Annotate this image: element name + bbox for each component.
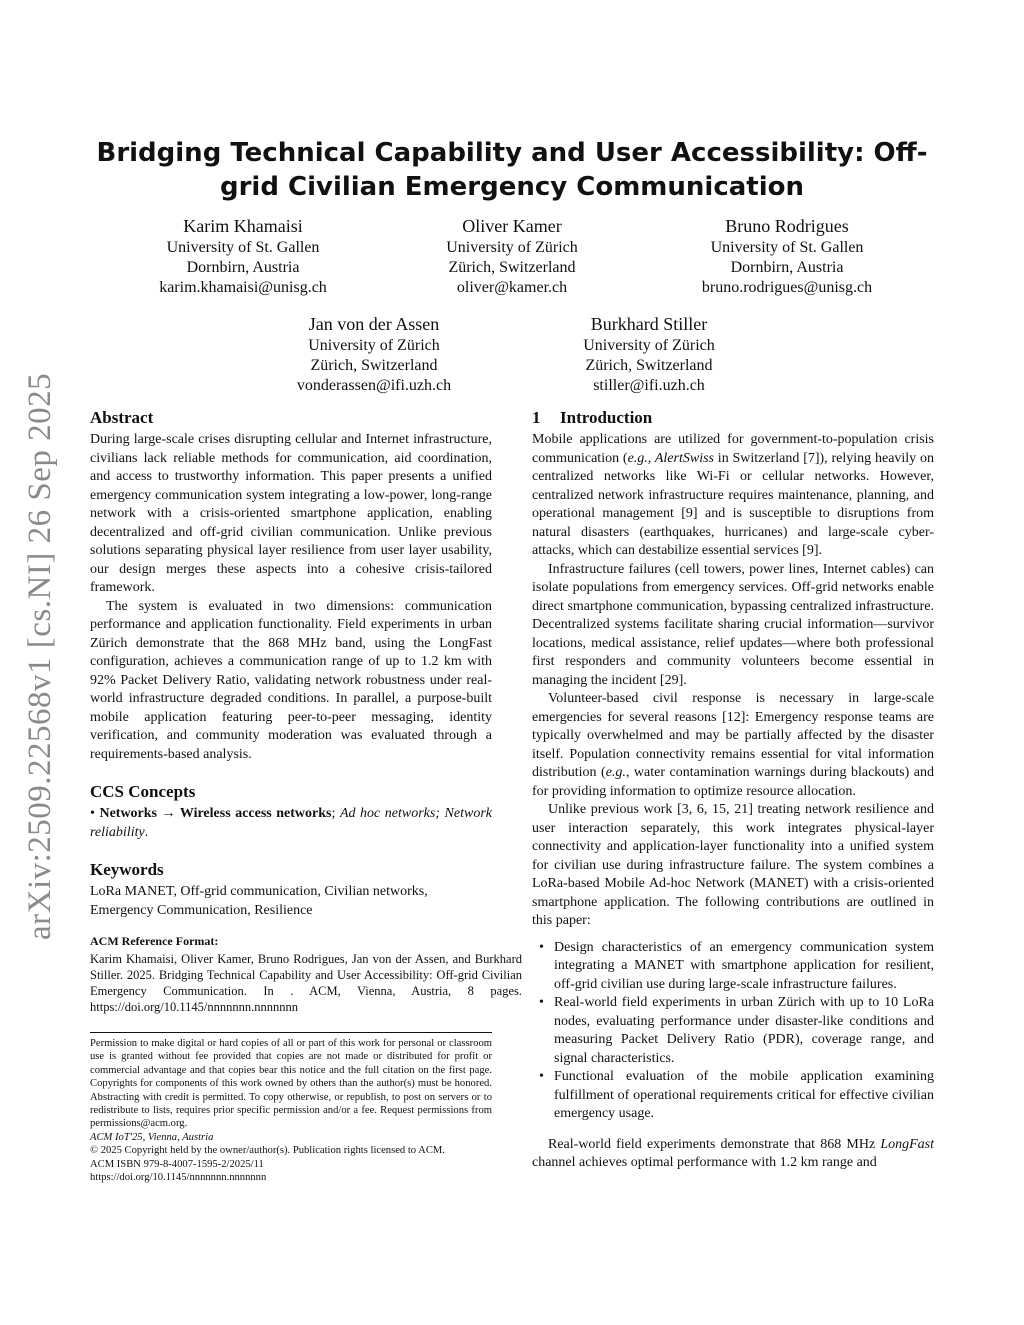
ccs-end: . bbox=[144, 824, 149, 840]
author-email: karim.khamaisi@unisg.ch bbox=[159, 279, 327, 296]
section-number: 1 bbox=[532, 408, 541, 427]
intro-paragraph: Infrastructure failures (cell towers, power lines, Internet cables) can isolate populations from emergency services. Off-grid networks enable direct smartphone communication, bypassing centralized infrastructure. Decentralized systems facilitate sharing crucial information—survivor locations, medical assistance, relief updates—where both professional first responders and community volunteers become essential in managing the incident [29]. bbox=[532, 561, 934, 688]
author-block bbox=[93, 215, 393, 298]
intro-paragraph bbox=[532, 690, 934, 801]
introduction-heading bbox=[532, 408, 934, 428]
copyright-line: © 2025 Copyright held by the owner/author(s). Publication rights licensed to ACM. bbox=[90, 1145, 445, 1157]
author-affiliation: University of St. Gallen bbox=[166, 239, 320, 256]
author-block bbox=[224, 313, 524, 396]
text-run: Volunteer-based civil response is necessary in large-scale emergencies for several reasons [12]: Emergency response teams are typically overwhelmed and may be partially affected by the disaster itself. Population connectivity remains essential for vital information distribution ( bbox=[532, 691, 934, 780]
intro-paragraph bbox=[532, 431, 934, 561]
text-run: LongFast bbox=[880, 1136, 934, 1152]
author-email: oliver@kamer.ch bbox=[456, 279, 568, 296]
text-run: e.g., AlertSwiss bbox=[627, 450, 714, 466]
isbn-line: ACM ISBN 979-8-4007-1595-2/2025/11 bbox=[90, 1158, 264, 1170]
author-name: Jan von der Assen bbox=[308, 314, 440, 334]
text-run: , water contamination warnings during blackouts) and for providing information to optimize resource allocation. bbox=[532, 765, 934, 799]
author-location: Dornbirn, Austria bbox=[730, 259, 844, 276]
author-name: Bruno Rodrigues bbox=[725, 216, 849, 236]
permission-text: Permission to make digital or hard copies of all or part of this work for personal or classroom use is granted without fee provided that copies are not made or distributed for profit or commercial advantage and that copies bear this notice and the full citation on the first page. Copyrights for components of this work owned by others than the author(s) must be honored. Abstracting with credit is permitted. To copy otherwise, or republish, to post on servers or to redistribute to lists, requires prior specific permission and/or a fee. Request permissions from permissions@acm.org. bbox=[90, 1038, 492, 1130]
conference-venue: ACM IoT'25, Vienna, Austria bbox=[90, 1131, 214, 1143]
author-name: Burkhard Stiller bbox=[590, 314, 708, 334]
acm-reference bbox=[90, 934, 522, 1015]
author-affiliation: University of Zürich bbox=[583, 337, 715, 354]
abstract-paragraph: The system is evaluated in two dimensions: communication performance and application functionality. Field experiments in urban Zürich demonstrate that the 868 MHz band, using the LongFast configuration, achieves a communication range of up to 1.2 km with 92% Packet Delivery Ratio, validating network robustness under real-world infrastructure degraded conditions. In parallel, a purpose-built mobile application featuring peer-to-peer messaging, identity verification, and community moderation was evaluated through a requirements-based analysis. bbox=[90, 598, 492, 762]
author-affiliation: University of Zürich bbox=[308, 337, 440, 354]
author-name: Karim Khamaisi bbox=[183, 216, 303, 236]
text-run: channel achieves optimal performance with 1.2 km range and bbox=[532, 1155, 877, 1170]
arxiv-identifier: arXiv:2509.22568v1 [cs.NI] 26 Sep 2025 bbox=[22, 372, 58, 940]
abstract-paragraph: During large-scale crises disrupting cellular and Internet infrastructure, civilians lack reliable methods for communication, aid coordination, and access to trustworthy information. This paper presents a unified emergency communication system integrating a low-power, long-range network with a crisis-oriented smartphone application, enabling decentralized and off-grid civilian communication. Unlike previous solutions separating physical layer resilience from user layer usability, our design merges these aspects into a cohesive crisis-tailored framework. bbox=[90, 432, 492, 595]
list-item: • Functional evaluation of the mobile application examining fulfillment of operational requirements critical for effective civilian emergency usage. bbox=[554, 1068, 934, 1124]
paper-title: Bridging Technical Capability and User Accessibility: Off-grid Civilian Emergency Communication bbox=[96, 138, 928, 202]
list-item: • Design characteristics of an emergency communication system integrating a MANET with smartphone application for resilient, off-grid civilian use during large-scale infrastructure failures. bbox=[554, 939, 934, 995]
text-run: in Switzerland [7]), relying heavily on centralized networks like Wi-Fi or cellular networks. However, centralized network infrastructure requires maintenance, planning, and operational management [9] and is susceptible to disruptions from natural disasters (earthquakes, hurricanes) and large-scale cyber-attacks, which can destabilize essential services [9]. bbox=[532, 450, 935, 558]
acm-reference-heading: ACM Reference Format: bbox=[90, 934, 219, 948]
author-email: stiller@ifi.uzh.ch bbox=[593, 377, 705, 394]
ccs-primary: Networks → Wireless access networks bbox=[99, 806, 332, 821]
text-run: Mobile applications are utilized for government-to-population crisis communication ( bbox=[532, 432, 934, 466]
doi-link[interactable]: https://doi.org/10.1145/nnnnnnn.nnnnnnn bbox=[90, 1172, 267, 1184]
left-column bbox=[90, 408, 522, 1015]
list-item: • Real-world field experiments in urban Zürich with up to 10 LoRa nodes, evaluating performance under disaster-like conditions and measuring Packet Delivery Ratio (PDR), coverage range, and signal characteristics. bbox=[554, 994, 934, 1068]
author-email: vonderassen@ifi.uzh.ch bbox=[296, 377, 452, 394]
section-title: Introduction bbox=[560, 408, 653, 427]
text-run: e.g. bbox=[605, 765, 626, 780]
ccs-bullet: • bbox=[90, 806, 95, 821]
right-column bbox=[532, 408, 934, 1173]
ccs-separator: ; bbox=[331, 806, 340, 821]
author-email: bruno.rodrigues@unisg.ch bbox=[701, 279, 873, 296]
author-affiliation: University of St. Gallen bbox=[710, 239, 864, 256]
author-block bbox=[362, 215, 662, 298]
abstract-heading: Abstract bbox=[90, 408, 154, 427]
permission-footnote bbox=[90, 1032, 492, 1184]
author-location: Zürich, Switzerland bbox=[585, 357, 713, 374]
text-run: Real-world field experiments demonstrate that 868 MHz bbox=[548, 1136, 881, 1152]
author-location: Zürich, Switzerland bbox=[310, 357, 438, 374]
author-block bbox=[499, 313, 799, 396]
intro-paragraph bbox=[532, 1136, 934, 1173]
keywords-heading: Keywords bbox=[90, 860, 164, 879]
author-block bbox=[637, 215, 937, 298]
ccs-concepts bbox=[90, 805, 492, 842]
intro-paragraph: Unlike previous work [3, 6, 15, 21] treating network resilience and user interaction separately, this work integrates physical-layer connectivity and application-layer functionality into a unified system for civilian use during infrastructure failure. The system combines a LoRa-based Mobile Ad-hoc Network (MANET) with a crisis-oriented smartphone application. The following contributions are outlined in this paper: bbox=[532, 802, 934, 928]
ccs-heading: CCS Concepts bbox=[90, 782, 196, 801]
ccs-secondary: Ad hoc networks; Network reliability bbox=[90, 806, 492, 840]
acm-reference-text: Karim Khamaisi, Oliver Kamer, Bruno Rodrigues, Jan von der Assen, and Burkhard Stiller. 2025. Bridging Technical Capability and User Accessibility: Off-grid Civilian Emergency Communication. In . ACM, Vienna, Austria, 8 pages. https://doi.org/10.1145/nnnnnnn.nnnnnnn bbox=[90, 952, 522, 1014]
author-affiliation: University of Zürich bbox=[446, 239, 578, 256]
keywords-text: LoRa MANET, Off-grid communication, Civilian networks, Emergency Communication, Resilience bbox=[90, 884, 428, 918]
author-name: Oliver Kamer bbox=[462, 216, 562, 236]
author-location: Zürich, Switzerland bbox=[448, 259, 576, 276]
contribution-list bbox=[532, 939, 934, 1124]
author-location: Dornbirn, Austria bbox=[186, 259, 300, 276]
